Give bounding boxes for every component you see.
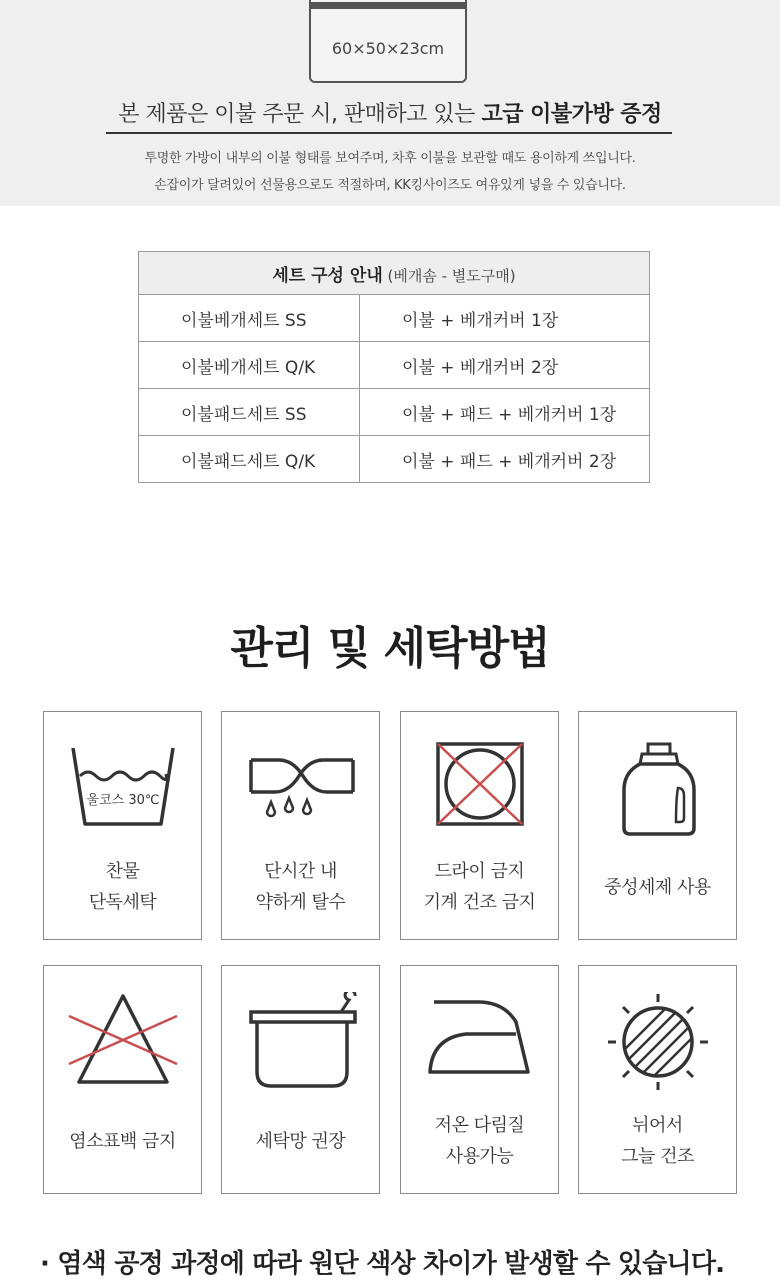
set-name-cell: 이불패드세트 Q/K bbox=[139, 436, 360, 483]
iron-low-icon bbox=[420, 992, 540, 1092]
table-header-row bbox=[139, 252, 650, 295]
bag-handle-strip bbox=[311, 2, 465, 9]
color-variation-note: · 염색 공정 과정에 따라 원단 색상 차이가 발생할 수 있습니다. bbox=[40, 1249, 725, 1279]
table-row bbox=[139, 342, 650, 389]
no-bleach-icon bbox=[63, 992, 183, 1092]
care-label: 찬물 bbox=[105, 861, 140, 882]
set-name-cell: 이불베개세트 Q/K bbox=[139, 342, 360, 389]
care-card-detergent bbox=[578, 711, 737, 940]
care-card-laundry-net bbox=[221, 965, 380, 1194]
laundry-net-icon bbox=[241, 992, 361, 1092]
table-header bbox=[139, 252, 650, 295]
banner-title-normal: 본 제품은 이불 주문 시, 판매하고 있는 bbox=[118, 102, 482, 127]
banner-desc-line2: 손잡이가 달려있어 선물용으로도 적절하며, KK킹사이즈도 여유있게 넣을 수 있습니다. bbox=[154, 178, 626, 193]
table-row bbox=[139, 389, 650, 436]
table-header-title: 세트 구성 안내 bbox=[272, 265, 383, 286]
care-card-cold-wash bbox=[43, 711, 202, 940]
care-label: 약하게 탈수 bbox=[255, 892, 346, 913]
care-label: 드라이 금지 bbox=[434, 861, 525, 882]
set-name-cell: 이불베개세트 SS bbox=[139, 295, 360, 342]
detergent-bottle-icon bbox=[598, 738, 718, 838]
care-card-iron bbox=[400, 965, 559, 1194]
set-name-cell: 이불패드세트 SS bbox=[139, 389, 360, 436]
set-contents-cell: 이불 + 베개커버 1장 bbox=[360, 295, 650, 342]
wash-basin-icon bbox=[63, 738, 183, 838]
set-contents-cell: 이불 + 베개커버 2장 bbox=[360, 342, 650, 389]
banner-desc-line1: 투명한 가방이 내부의 이불 형태를 보여주며, 차후 이불을 보관할 때도 용이하게 쓰입니다. bbox=[144, 151, 636, 166]
care-card-spin bbox=[221, 711, 380, 940]
banner-title-bold: 고급 이불가방 증정 bbox=[481, 102, 662, 127]
table-row bbox=[139, 295, 650, 342]
table-row bbox=[139, 436, 650, 483]
wring-icon bbox=[241, 738, 361, 838]
care-label: 기계 건조 금지 bbox=[423, 892, 536, 913]
care-label: 단독세탁 bbox=[88, 892, 157, 913]
wash-temp-label: 울코스 30℃ bbox=[86, 793, 160, 808]
set-contents-cell: 이불 + 패드 + 베개커버 2장 bbox=[360, 436, 650, 483]
shade-dry-icon bbox=[598, 992, 718, 1092]
care-label: 염소표백 금지 bbox=[69, 1131, 176, 1152]
bag-illustration bbox=[309, 0, 467, 83]
set-contents-cell: 이불 + 패드 + 베개커버 1장 bbox=[360, 389, 650, 436]
care-label: 단시간 내 bbox=[264, 861, 337, 882]
care-label: 세탁망 권장 bbox=[255, 1131, 346, 1152]
set-composition-table bbox=[138, 251, 650, 483]
care-label: 그늘 건조 bbox=[621, 1146, 694, 1167]
care-card-no-dry bbox=[400, 711, 559, 940]
no-tumble-dry-icon bbox=[420, 738, 540, 838]
care-card-no-bleach bbox=[43, 965, 202, 1194]
care-label: 중성세제 사용 bbox=[604, 877, 711, 898]
gift-bag-banner bbox=[0, 0, 780, 206]
care-card-shade-dry bbox=[578, 965, 737, 1194]
bag-size-label: 60×50×23cm bbox=[331, 39, 445, 58]
banner-underline bbox=[106, 132, 672, 134]
care-label: 사용가능 bbox=[445, 1146, 514, 1167]
table-header-note: (베개솜 - 별도구매) bbox=[382, 266, 516, 285]
care-label: 뉘어서 bbox=[632, 1115, 683, 1136]
banner-title bbox=[0, 97, 780, 128]
care-label: 저온 다림질 bbox=[434, 1115, 525, 1136]
care-section-title: 관리 및 세탁방법 bbox=[230, 623, 550, 674]
